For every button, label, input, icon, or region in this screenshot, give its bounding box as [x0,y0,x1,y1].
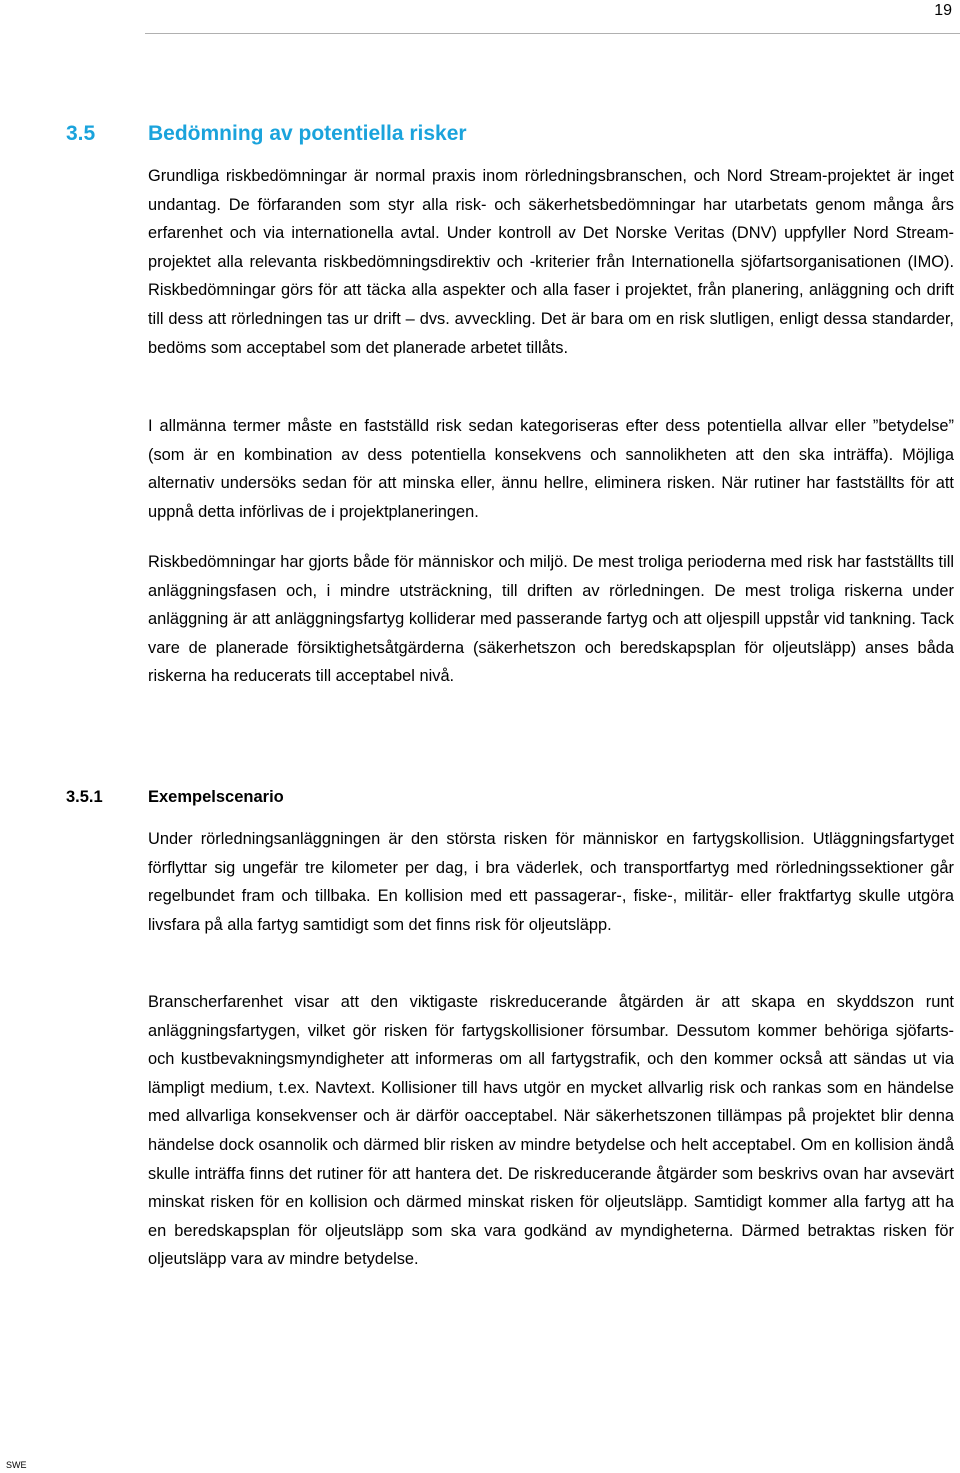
paragraph-ship-collision: Under rörledningsanläggningen är den största risken för människor en fartygskollision. Utläggningsfartyget förflyttar sig ungefär tre kilometer per dag, i bra väderlek, och transportfartyg med rörledningssektioner går regelbundet fram och tillbaka. En kollision med ett passagerar-, fiske-, militär- eller fraktfartyg skulle utgöra livsfara på alla fartyg samtidigt som det finns risk för oljeutsläpp. [148,830,954,934]
section-heading [66,122,467,146]
footer-language-code: SWE [6,1460,27,1470]
section-title: Bedömning av potentiella risker [148,122,467,145]
paragraph-risk-assessment-intro: Grundliga riskbedömningar är normal praxis inom rörledningsbranschen, och Nord Stream-projektet är inget undantag. De förfaranden som styr alla risk- och säkerhetsbedömningar har utarbetats genom många års erfarenhet och via internationella avtal. Under kontroll av Det Norske Veritas (DNV) uppfyller Nord Stream-projektet alla relevanta riskbedömningsdirektiv och -kriterier från Internationella sjöfartsorganisationen (IMO). Riskbedömningar görs för att täcka alla aspekter och alla faser i projektet, från planering, anläggning och drift till dess att rörledningen tas ur drift – dvs. avveckling. Det är bara om en risk slutligen, enligt dessa standarder, bedöms som acceptabel som det planerade arbetet tillåts. [148,167,954,357]
paragraph-risk-categorisation: I allmänna termer måste en fastställd risk sedan kategoriseras efter dess potentiella allvar eller ”betydelse” (som är en kombination av dess potentiella konsekvens och sannolikheten att den ska inträffa). Möjliga alternativ undersöks sedan för att minska eller, ännu hellre, eliminera risken. När rutiner har fastställts för att uppnå detta införlivas de i projektplaneringen. [148,417,954,521]
subsection-number: 3.5.1 [66,788,103,806]
header-divider [145,33,960,34]
subsection-heading [66,788,284,807]
paragraph-people-environment: Riskbedömningar har gjorts både för människor och miljö. De mest troliga perioderna med risk har fastställts till anläggningsfasen och, i mindre utsträckning, till driften av rörledningen. De mest troliga riskerna under anläggning är att anläggningsfartyg kolliderar med passerande fartyg och att oljespill uppstår vid tankning. Tack vare de planerade försiktighetsåtgärderna (säkerhetszon och beredskapsplan för oljeutsläpp) anses båda riskerna ha reducerats till acceptabel nivå. [148,553,954,686]
page-number: 19 [934,2,952,19]
subsection-title: Exempelscenario [148,788,284,806]
paragraph-safety-zone: Branscherfarenhet visar att den viktigaste riskreducerande åtgärden är att skapa en skyddszon runt anläggningsfartygen, vilket gör risken för fartygskollisioner försumbar. Dessutom kommer behöriga sjöfarts- och kustbevakningsmyndigheter att informeras om all fartygstrafik, och den kommer också att sändas ut via lämpligt medium, t.ex. Navtext. Kollisioner till havs utgör en mycket allvarlig risk och rankas som en händelse med allvarliga konsekvenser och är därför oacceptabel. När säkerhetszonen tillämpas på projektet blir denna händelse dock osannolik och därmed blir risken av mindre betydelse och helt acceptabel. Om en kollision ändå skulle inträffa finns det rutiner för att hantera det. De riskreducerande åtgärder som beskrivs ovan har avsevärt minskat risken för en kollision och därmed minskat risken för oljeutsläpp. Samtidigt kommer alla fartyg att ha en beredskapsplan för oljeutsläpp som ska vara godkänd av myndigheterna. Därmed betraktas risken för oljeutsläpp vara av mindre betydelse. [148,993,954,1269]
section-number: 3.5 [66,122,96,145]
